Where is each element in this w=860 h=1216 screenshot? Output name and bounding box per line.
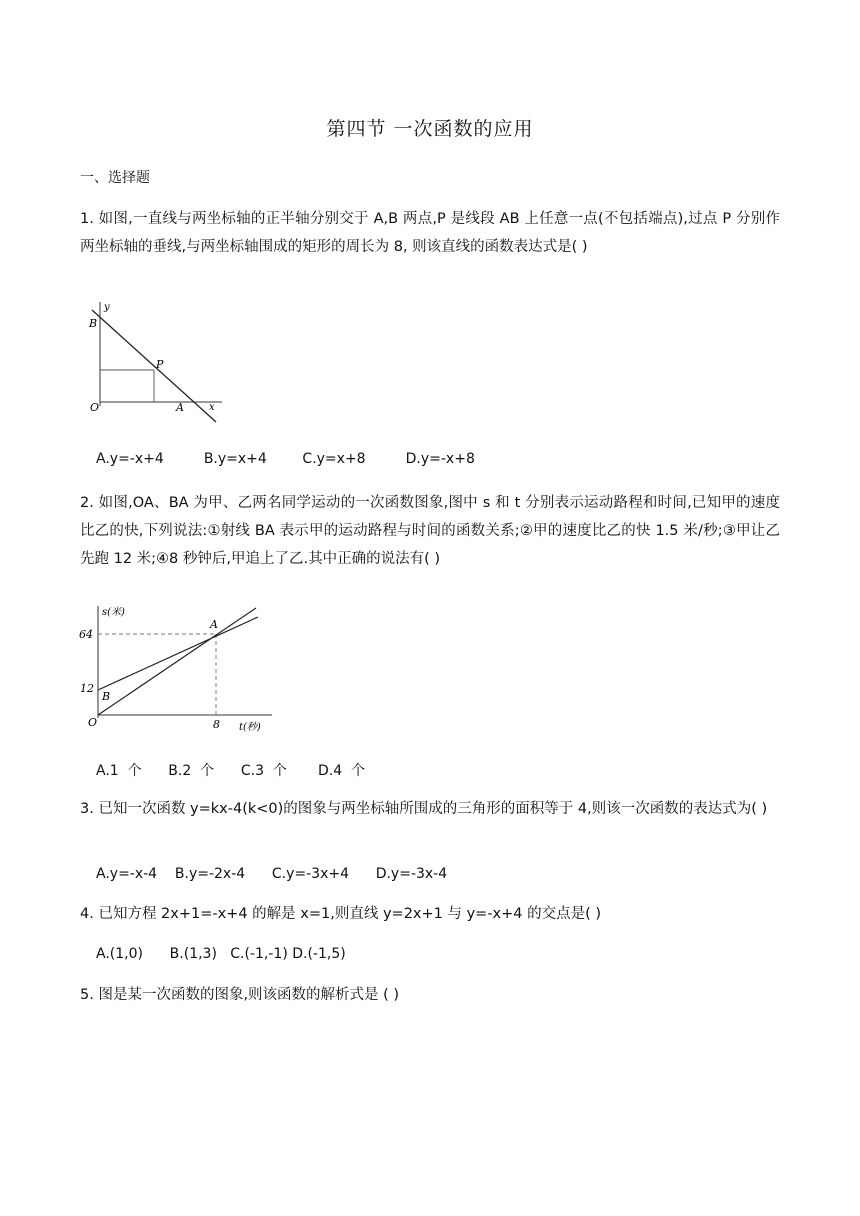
- label-x: x: [209, 402, 215, 413]
- label-b: B: [89, 317, 98, 330]
- question-1-figure: [84, 298, 230, 428]
- question-3-text: 3. 已知一次函数 y=kx-4(k<0)的图象与两坐标轴所围成的三角形的面积等于 4,则该一次函数的表达式为( ): [80, 801, 768, 817]
- question-1-text: 1. 如图,一直线与两坐标轴的正半轴分别交于 A,B 两点,P 是线段 AB 上任意一点(不包括端点),过点 P 分别作两坐标轴的垂线,与两坐标轴围成的矩形的周长为 8, 则该直线的函数表达式是( ): [80, 211, 780, 255]
- question-2-text: 2. 如图,OA、BA 为甲、乙两名同学运动的一次函数图象,图中 s 和 t 分别表示运动路程和时间,已知甲的速度比乙的快,下列说法:①射线 BA 表示甲的运动路程与时间的函数关系;②甲的速度比乙的快 1.5 米/秒;③甲让乙先跑 12 米;④8 秒钟后,甲追上了乙.其中正确的说法有( ): [80, 495, 780, 567]
- label-s: s(米): [102, 607, 125, 618]
- question-1-options: A.y=-x+4 B.y=x+4 C.y=x+8 D.y=-x+8: [96, 451, 475, 467]
- label-t: t(秒): [239, 722, 261, 733]
- question-2-options: A.1 个 B.2 个 C.3 个 D.4 个: [96, 763, 366, 779]
- section-heading: 一、选择题: [80, 170, 150, 186]
- label-p: P: [156, 358, 164, 371]
- label-12: 12: [80, 682, 94, 695]
- line-ba: [98, 617, 258, 690]
- label-o: O: [88, 716, 98, 729]
- question-2-figure: [76, 600, 286, 740]
- page-title: 第四节 一次函数的应用: [326, 118, 534, 140]
- question-5-text: 5. 图是某一次函数的图象,则该函数的解析式是 ( ): [80, 987, 400, 1003]
- label-b: B: [102, 690, 111, 703]
- label-8: 8: [213, 718, 220, 731]
- label-a: A: [176, 401, 184, 414]
- question-3-options: A.y=-x-4 B.y=-2x-4 C.y=-3x+4 D.y=-3x-4: [96, 866, 448, 882]
- line-oa: [98, 608, 256, 715]
- question-4-options: A.(1,0) B.(1,3) C.(-1,-1) D.(-1,5): [96, 946, 346, 962]
- line-ab: [92, 310, 216, 422]
- label-a: A: [210, 618, 218, 631]
- label-64: 64: [79, 628, 93, 641]
- label-o: O: [90, 401, 100, 414]
- question-4-text: 4. 已知方程 2x+1=-x+4 的解是 x=1,则直线 y=2x+1 与 y=-x+4 的交点是( ): [80, 906, 602, 922]
- label-y: y: [104, 302, 110, 313]
